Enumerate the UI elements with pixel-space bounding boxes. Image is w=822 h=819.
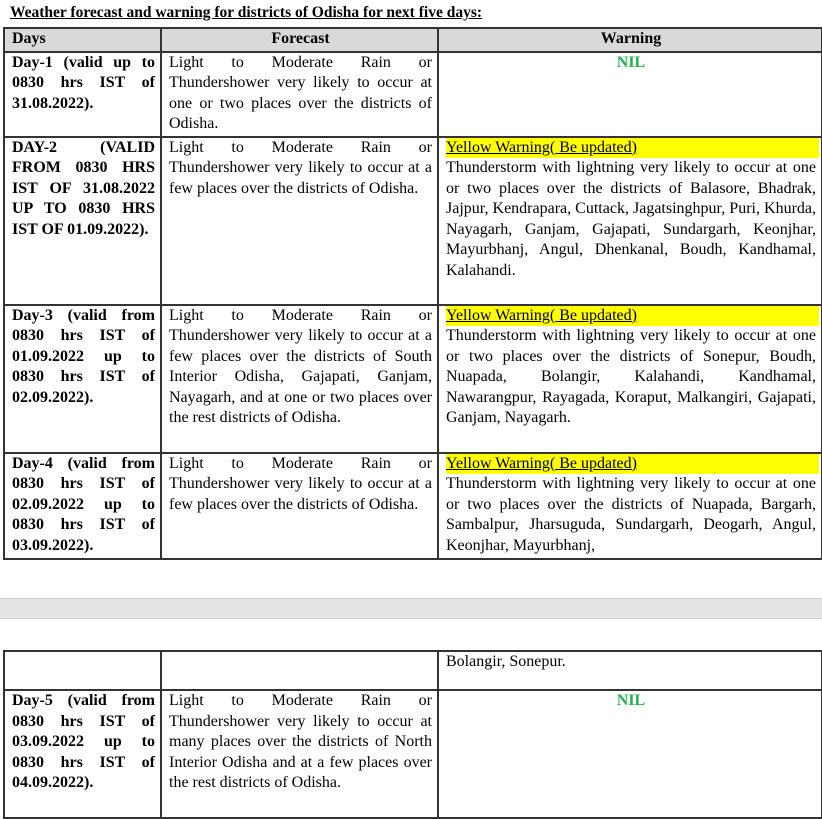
warning-cell <box>438 305 822 453</box>
table-header-row <box>4 28 822 52</box>
nil-label: NIL <box>616 53 646 71</box>
nil-label: NIL <box>616 692 646 709</box>
table-row <box>4 453 822 559</box>
day-cell <box>4 651 161 690</box>
header-days: Days <box>4 28 161 52</box>
table-row <box>4 305 822 453</box>
warning-cell <box>438 690 822 818</box>
header-forecast: Forecast <box>161 28 438 52</box>
warning-text: Thunderstorm with lightning very likely to occur at one or two places over the districts of Sonepur, Boudh, Nuapada, Bolangir, Kalahandi, Kandhamal, Nawarangpur, Rayagada, Koraput, Malkangiri, Gajapati, Ganjam, Nayagarh. <box>446 327 816 426</box>
warning-cell <box>438 137 822 305</box>
page-break <box>0 598 822 619</box>
yellow-warning-label: Yellow Warning( Be updated) <box>446 306 819 327</box>
table-row <box>4 52 822 137</box>
header-warning: Warning <box>438 28 822 52</box>
forecast-cell <box>161 651 438 690</box>
warning-cell <box>438 52 822 137</box>
forecast-cell: Light to Moderate Rain or Thundershower very likely to occur at a few places over the districts of Odisha. <box>161 453 438 559</box>
table-row <box>4 690 822 818</box>
page-title: Weather forecast and warning for districts of Odisha for next five days: <box>10 4 483 21</box>
forecast-cell: Light to Moderate Rain or Thundershower very likely to occur at a few places over the districts of Odisha. <box>161 137 438 305</box>
forecast-cell: Light to Moderate Rain or Thundershower very likely to occur at one or two places over the districts of Odisha. <box>161 52 438 137</box>
day-cell: Day-3 (valid from 0830 hrs IST of 01.09.2022 up to 0830 hrs IST of 02.09.2022). <box>4 305 161 453</box>
day-cell: Day-4 (valid from 0830 hrs IST of 02.09.2022 up to 0830 hrs IST of 03.09.2022). <box>4 453 161 559</box>
warning-text: Thunderstorm with lightning very likely to occur at one or two places over the districts of Nuapada, Bargarh, Sambalpur, Jharsuguda, Sundargarh, Deogarh, Angul, Keonjhar, Mayurbhanj, <box>446 475 816 554</box>
yellow-warning-label: Yellow Warning( Be updated) <box>446 138 819 159</box>
warning-text: Thunderstorm with lightning very likely to occur at one or two places over the districts of Balasore, Bhadrak, Jajpur, Kendrapara, Cuttack, Jagatsinghpur, Puri, Khurda, Nayagarh, Ganjam, Gajapati, Sundargarh, Keonjhar, Mayurbhanj, Angul, Dhenkanal, Boudh, Kandhamal, Kalahandi. <box>446 159 816 279</box>
forecast-table-continued <box>3 650 822 819</box>
day-cell: DAY-2 (VALID FROM 0830 HRS IST OF 31.08.2022 UP TO 0830 HRS IST OF 01.09.2022). <box>4 137 161 305</box>
forecast-cell: Light to Moderate Rain or Thundershower very likely to occur at many places over the districts of North Interior Odisha and at a few places over the rest districts of Odisha. <box>161 690 438 818</box>
table-row <box>4 651 822 690</box>
day-cell: Day-5 (valid from 0830 hrs IST of 03.09.2022 up to 0830 hrs IST of 04.09.2022). <box>4 690 161 818</box>
yellow-warning-label: Yellow Warning( Be updated) <box>446 454 819 475</box>
table-row <box>4 137 822 305</box>
forecast-cell: Light to Moderate Rain or Thundershower very likely to occur at a few places over the districts of South Interior Odisha, Gajapati, Ganjam, Nayagarh, and at one or two places over the rest districts of Odisha. <box>161 305 438 453</box>
warning-cell: Bolangir, Sonepur. <box>438 651 822 690</box>
warning-cell <box>438 453 822 559</box>
forecast-table <box>3 27 822 560</box>
day-cell: Day-1 (valid up to 0830 hrs IST of 31.08.2022). <box>4 52 161 137</box>
